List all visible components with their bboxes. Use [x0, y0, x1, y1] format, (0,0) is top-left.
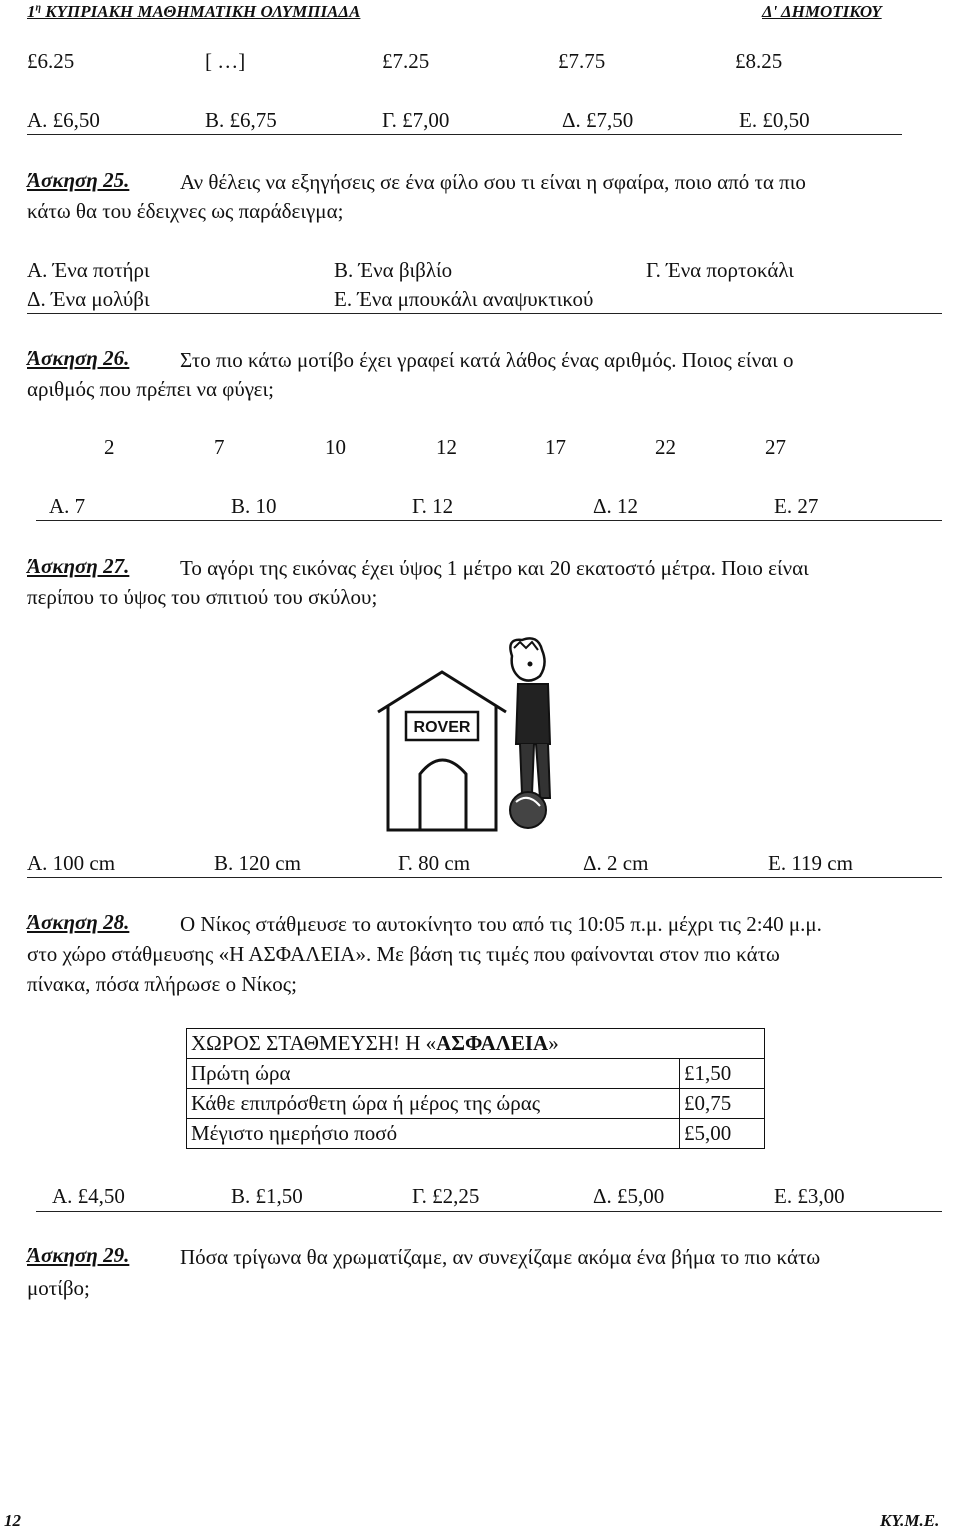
q26-seq-item: 17 — [545, 435, 566, 459]
q26-option-c: Γ. 12 — [412, 494, 454, 518]
header-title-sup: η — [35, 2, 41, 14]
q29-text-line2: μοτίβο; — [27, 1276, 90, 1300]
q25-label: Άσκηση 25. — [27, 168, 130, 192]
q28-label: Άσκηση 28. — [27, 910, 130, 934]
q28-option-e: Ε. £3,00 — [774, 1184, 845, 1208]
q26-seq-item: 22 — [655, 435, 676, 459]
footer-org: ΚΥ.Μ.Ε. — [880, 1511, 940, 1530]
q29-label: Άσκηση 29. — [27, 1243, 130, 1267]
q26-option-e: Ε. 27 — [774, 494, 819, 518]
header-title-rest: ΚΥΠΡΙΑΚΗ ΜΑΘΗΜΑΤΙΚΗ ΟΛΥΜΠΙΑΔΑ — [41, 2, 361, 21]
q24-seq-item: £8.25 — [735, 49, 783, 73]
doghouse-sign: ROVER — [413, 719, 471, 736]
q24-option-d: Δ. £7,50 — [562, 108, 634, 132]
q24-option-a: Α. £6,50 — [27, 108, 100, 132]
q25-option-b: Β. Ένα βιβλίο — [334, 258, 453, 282]
table-row — [187, 1089, 765, 1119]
q29-text-line1: Πόσα τρίγωνα θα χρωματίζαμε, αν συνεχίζαμε ακόμα ένα βήμα το πιο κάτω — [180, 1245, 821, 1269]
q28-text-line3: πίνακα, πόσα πλήρωσε ο Νίκος; — [27, 972, 297, 996]
q27-option-a: Α. 100 cm — [27, 851, 116, 875]
q28-text-line1: Ο Νίκος στάθμευσε το αυτοκίνητο του από τις 10:05 π.μ. μέχρι τις 2:40 μ.μ. — [180, 912, 822, 936]
table-cell-price: £5,00 — [680, 1119, 765, 1149]
table-row — [187, 1119, 765, 1149]
q25-option-d: Δ. Ένα μολύβι — [27, 287, 150, 311]
q24-option-c: Γ. £7,00 — [382, 108, 450, 132]
q26-seq-item: 7 — [214, 435, 225, 459]
q24-seq-item: £6.25 — [27, 49, 75, 73]
q27-label: Άσκηση 27. — [27, 554, 130, 578]
header-title-num: 1 — [27, 2, 36, 21]
page-header-title — [27, 2, 360, 22]
q27-option-d: Δ. 2 cm — [583, 851, 649, 875]
table-row — [187, 1029, 765, 1059]
table-cell-price: £0,75 — [680, 1089, 765, 1119]
q27-text-line1: Το αγόρι της εικόνας έχει ύψος 1 μέτρο και 20 εκατοστό μέτρα. Ποιο είναι — [180, 556, 809, 580]
q28-option-a: Α. £4,50 — [52, 1184, 125, 1208]
table-cell-label: Κάθε επιπρόσθετη ώρα ή μέρος της ώρας — [187, 1089, 680, 1119]
q26-text-line2: αριθμός που πρέπει να φύγει; — [27, 377, 274, 401]
parking-price-table — [186, 1028, 765, 1149]
table-title-c: » — [548, 1031, 559, 1055]
table-cell-price: £1,50 — [680, 1059, 765, 1089]
table-cell-label: Πρώτη ώρα — [187, 1059, 680, 1089]
q26-text-line1: Στο πιο κάτω μοτίβο έχει γραφεί κατά λάθος ένας αριθμός. Ποιος είναι ο — [180, 348, 794, 372]
q24-seq-item: £7.75 — [558, 49, 606, 73]
q28-option-b: Β. £1,50 — [231, 1184, 303, 1208]
q25-option-c: Γ. Ένα πορτοκάλι — [646, 258, 794, 282]
q26-seq-item: 2 — [104, 435, 115, 459]
q24-seq-item: [ …] — [205, 49, 246, 73]
table-title-cell — [187, 1029, 765, 1059]
q24-option-e: Ε. £0,50 — [739, 108, 810, 132]
table-cell-label: Μέγιστο ημερήσιο ποσό — [187, 1119, 680, 1149]
doghouse-and-boy-illustration — [370, 634, 570, 834]
q25-text-line1: Αν θέλεις να εξηγήσεις σε ένα φίλο σου τι είναι η σφαίρα, ποιο από τα πιο — [180, 170, 806, 194]
page-header-grade: Δ' ΔΗΜΟΤΙΚΟΥ — [762, 2, 882, 21]
q24-option-b: Β. £6,75 — [205, 108, 277, 132]
q27-option-e: Ε. 119 cm — [768, 851, 853, 875]
q26-label: Άσκηση 26. — [27, 346, 130, 370]
q25-text-line2: κάτω θα του έδειχνες ως παράδειγμα; — [27, 199, 344, 223]
q25-divider — [27, 313, 942, 314]
q27-option-b: Β. 120 cm — [214, 851, 301, 875]
q27-divider — [27, 877, 942, 878]
q26-option-a: Α. 7 — [49, 494, 86, 518]
q26-option-b: Β. 10 — [231, 494, 277, 518]
q28-option-c: Γ. £2,25 — [412, 1184, 480, 1208]
q26-seq-item: 12 — [436, 435, 457, 459]
q28-divider — [36, 1211, 942, 1212]
q24-seq-item: £7.25 — [382, 49, 430, 73]
q26-option-d: Δ. 12 — [593, 494, 639, 518]
q27-option-c: Γ. 80 cm — [398, 851, 471, 875]
q27-text-line2: περίπου το ύψος του σπιτιού του σκύλου; — [27, 585, 378, 609]
page-number: 12 — [4, 1511, 21, 1530]
q24-divider — [27, 134, 902, 135]
q26-seq-item: 10 — [325, 435, 346, 459]
table-title-a: ΧΩΡΟΣ ΣΤΑΘΜΕΥΣΗ! Η « — [191, 1031, 437, 1055]
boy-drawing — [510, 638, 550, 828]
q28-text-line2: στο χώρο στάθμευσης «Η ΑΣΦΑΛΕΙΑ». Με βάση τις τιμές που φαίνονται στον πιο κάτω — [27, 942, 780, 966]
q25-option-e: Ε. Ένα μπουκάλι αναψυκτικού — [334, 287, 594, 311]
table-row — [187, 1059, 765, 1089]
q28-option-d: Δ. £5,00 — [593, 1184, 665, 1208]
q25-option-a: Α. Ένα ποτήρι — [27, 258, 150, 282]
q26-divider — [36, 520, 942, 521]
doghouse-drawing — [378, 672, 506, 830]
q26-seq-item: 27 — [765, 435, 786, 459]
table-title-b: ΑΣΦΑΛΕΙΑ — [436, 1031, 549, 1055]
